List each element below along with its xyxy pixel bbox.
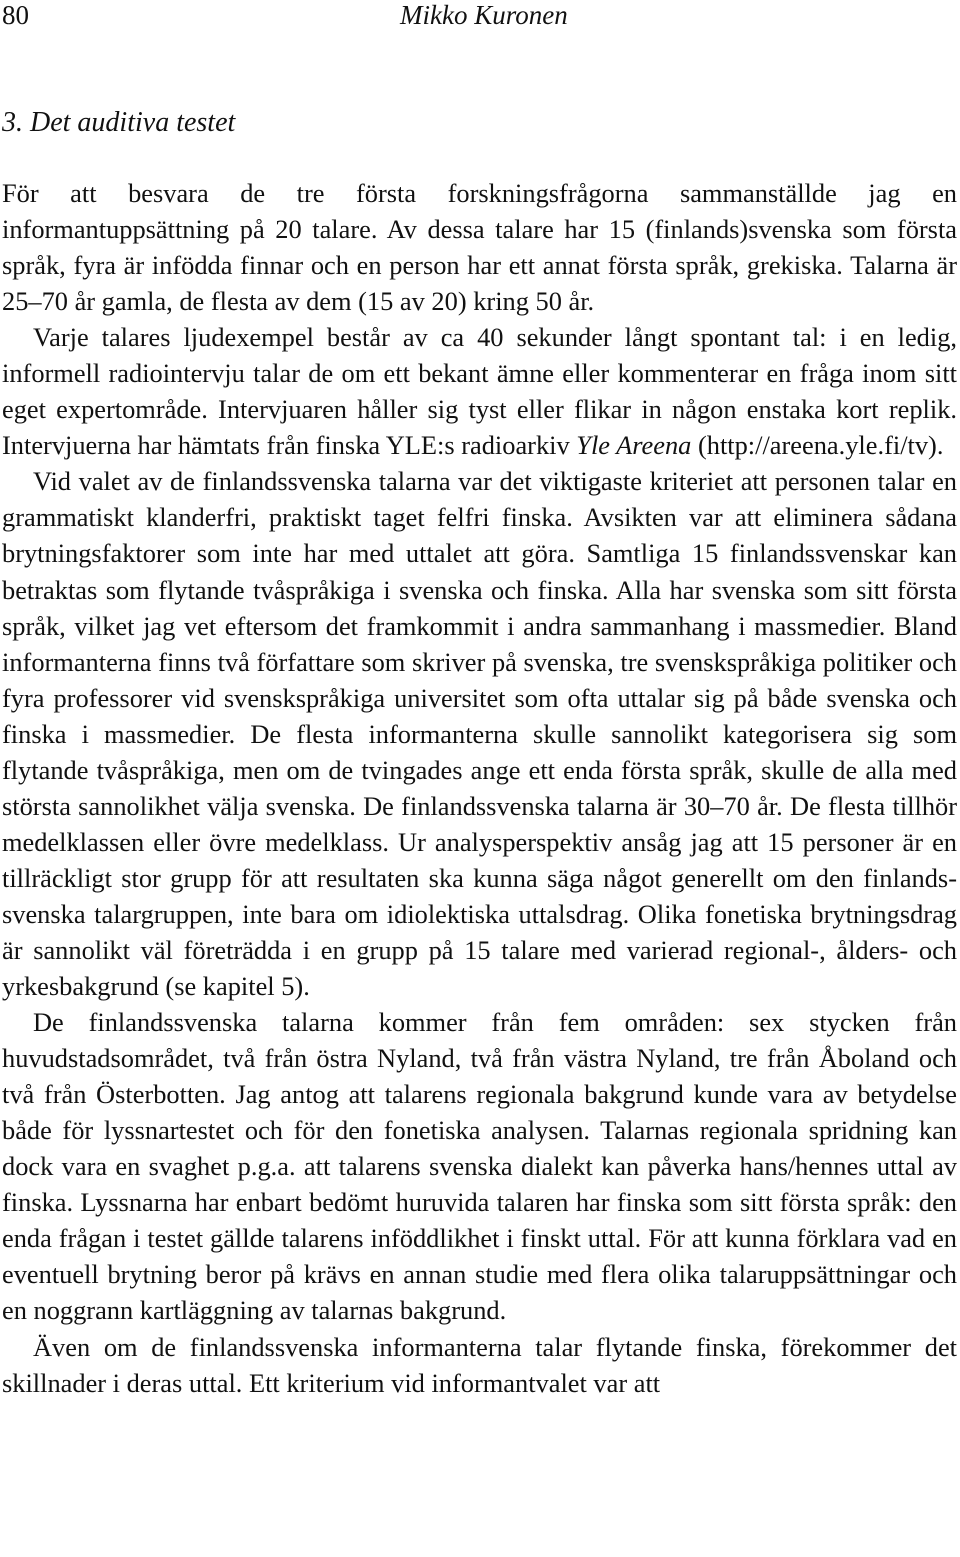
paragraph-2-text-a: Varje talares ljudexempel består av ca 40 sekunder långt spontant tal: i en ledig, informell radiointervju talar de om ett bekant ämne eller kommenterar en fråga inom sitt eget expertområde. Intervjuaren håller sig tyst eller flikar in någon enstaka kort replik. Intervjuerna har hämtats från finska YLE:s radioarkiv xyxy=(2,322,957,461)
page-number: 80 xyxy=(2,0,29,30)
paragraph-2-text-b: (http://areena.yle.fi/tv). xyxy=(691,430,944,461)
running-title-author: Mikko Kuronen xyxy=(400,0,568,30)
section-heading: 3. Det auditiva testet xyxy=(2,107,236,138)
body-text xyxy=(2,175,957,1401)
paragraph-5: Även om de finlandssvenska informanterna talar flytande finska, förekommer det skillnader i deras uttal. Ett kriterium vid informantvalet var att xyxy=(2,1331,957,1398)
paragraph-4: De finlandssvenska talarna kommer från fem områden: sex stycken från huvudstadsområdet, två från östra Nyland, två från västra Nyland, tre från Åboland och två från Österbotten. Jag antog att talarens regionala bakgrund kunde vara av betydelse både för lyssnartestet och för den fonetiska analysen. Talarnas regionala spridning kan dock vara en svaghet p.g.a. att talarens svenska dialekt kan påverka hans/hennes uttal av finska. Lyssnarna har enbart bedömt huruvida talaren har finska som sitt första språk: den enda frågan i testet gällde talarens inföddlikhet i finskt uttal. För att kunna förklara vad en eventuell brytning beror på krävs en annan studie med flera olika talaruppsättningar och en noggrann kartläggning av talarnas bakgrund. xyxy=(2,1007,957,1326)
running-header xyxy=(2,0,958,30)
paragraph-2-italic-source: Yle Areena xyxy=(576,430,692,461)
paragraph-2 xyxy=(2,319,957,463)
paragraph-3: Vid valet av de finlandssvenska talarna var det viktigaste kriteriet att personen talar en grammatiskt klanderfri, praktiskt taget felfri finska. Avsikten var att eliminera sådana brytningsfaktorer som inte har med uttalet att göra. Samtliga 15 finlandssvenskar kan betraktas som flytande tvåspråkiga i svenska och finska. Alla har svenska som sitt första språk, vilket jag vet eftersom det framkommit i andra sammanhang i massmedier. Bland informanterna finns två författare som skriver på svenska, tre svenskspråkiga politiker och fyra professorer vid svenskspråkiga universitet som ofta uttalar sig på både svenska och finska i massmedier. De flesta informanterna skulle sannolikt kategorisera sig som flytande tvåspråkiga, men om de tvingades ange ett enda första språk, skulle de alla med största sannolikhet välja svenska. De finlandssvenska talarna är 30–70 år. De flesta tillhör medelklassen eller övre medelklass. Ur analysperspektiv ansåg jag att 15 personer är en tillräckligt stor grupp för att resultaten ska kunna säga något generellt om den finlandssvenska talargruppen, inte bara om idiolektiska uttalsdrag. Olika fonetiska brytningsdrag är sannolikt väl företrädda i en grupp på 15 talare med varierad regional-, ålders- och yrkesbakgrund (se kapitel 5). xyxy=(2,466,957,1002)
paragraph-1: För att besvara de tre första forskningsfrågorna sammanställde jag en informantuppsättning på 20 talare. Av dessa talare har 15 (finlands)svenska som första språk, fyra är infödda finnar och en person har ett annat första språk, grekiska. Talarna är 25–70 år gamla, de flesta av dem (15 av 20) kring 50 år. xyxy=(2,178,957,317)
